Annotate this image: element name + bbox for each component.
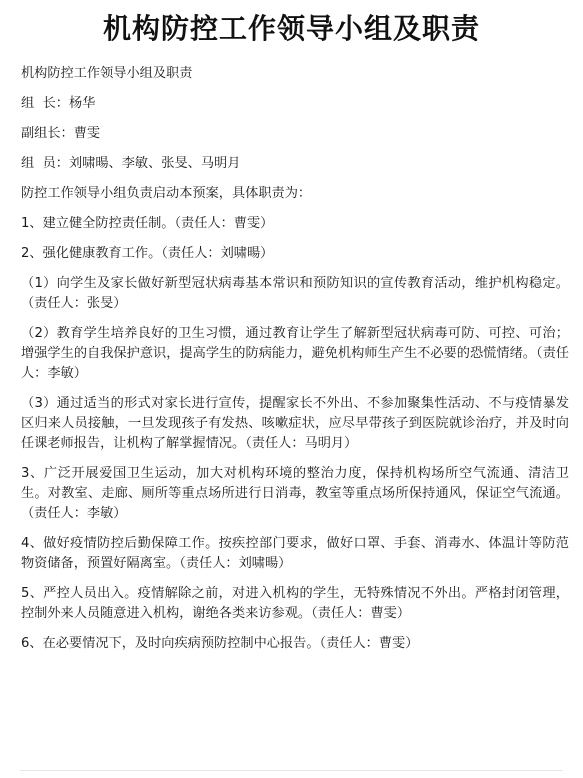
duty-item-1: 1、建立健全防控责任制。（责任人：曹雯） [21, 216, 274, 231]
bottom-divider [20, 770, 563, 771]
members-line: 组 员：刘啸暘、李敏、张旻、马明月 [21, 156, 241, 171]
duty-item-6: 6、在必要情况下，及时向疾病预防控制中心报告。（责任人：曹雯） [21, 636, 419, 651]
duty-item-2: 2、强化健康教育工作。（责任人：刘啸暘） [21, 246, 274, 261]
subtitle-line: 机构防控工作领导小组及职责 [21, 66, 193, 81]
duty-item-5: 5、严控人员出入。疫情解除之前，对进入机构的学生，无特殊情况不外出。严格封闭管理，控制外来人员随意进入机构，谢绝各类来访参观。（责任人：曹雯） [21, 586, 569, 621]
duty-item-2-3: （3）通过适当的形式对家长进行宣传，提醒家长不外出、不参加聚集性活动、不与疫情暴发区归来人员接触，一旦发现孩子有发热、咳嗽症状，应尽早带孩子到医院就诊治疗，并及时向任课老师报告，让机构了解掌握情况。（责任人：马明月） [21, 396, 569, 451]
duty-item-3: 3、广泛开展爱国卫生运动，加大对机构环境的整治力度，保持机构场所空气流通、清洁卫生。对教室、走廊、厕所等重点场所进行日消毒，教室等重点场所保持通风，保证空气流通。（责任人：李敏） [21, 466, 569, 521]
duty-item-2-2: （2）教育学生培养良好的卫生习惯，通过教育让学生了解新型冠状病毒可防、可控、可治；增强学生的自我保护意识，提高学生的防病能力，避免机构师生产生不必要的恐慌情绪。（责任人：李敏） [21, 326, 569, 381]
leader-line: 组 长：杨华 [21, 96, 96, 111]
document-title: 机构防控工作领导小组及职责 [102, 12, 480, 45]
intro-line: 防控工作领导小组负责启动本预案，具体职责为： [21, 186, 312, 201]
duty-item-4: 4、做好疫情防控后勤保障工作。按疾控部门要求，做好口罩、手套、消毒水、体温计等防范物资储备，预置好隔离室。（责任人：刘啸暘） [21, 536, 569, 571]
deputy-line: 副组长：曹雯 [21, 126, 101, 141]
document-body [21, 64, 569, 664]
duty-item-2-1: （1）向学生及家长做好新型冠状病毒基本常识和预防知识的宣传教育活动，维护机构稳定。（责任人：张旻） [21, 276, 569, 311]
